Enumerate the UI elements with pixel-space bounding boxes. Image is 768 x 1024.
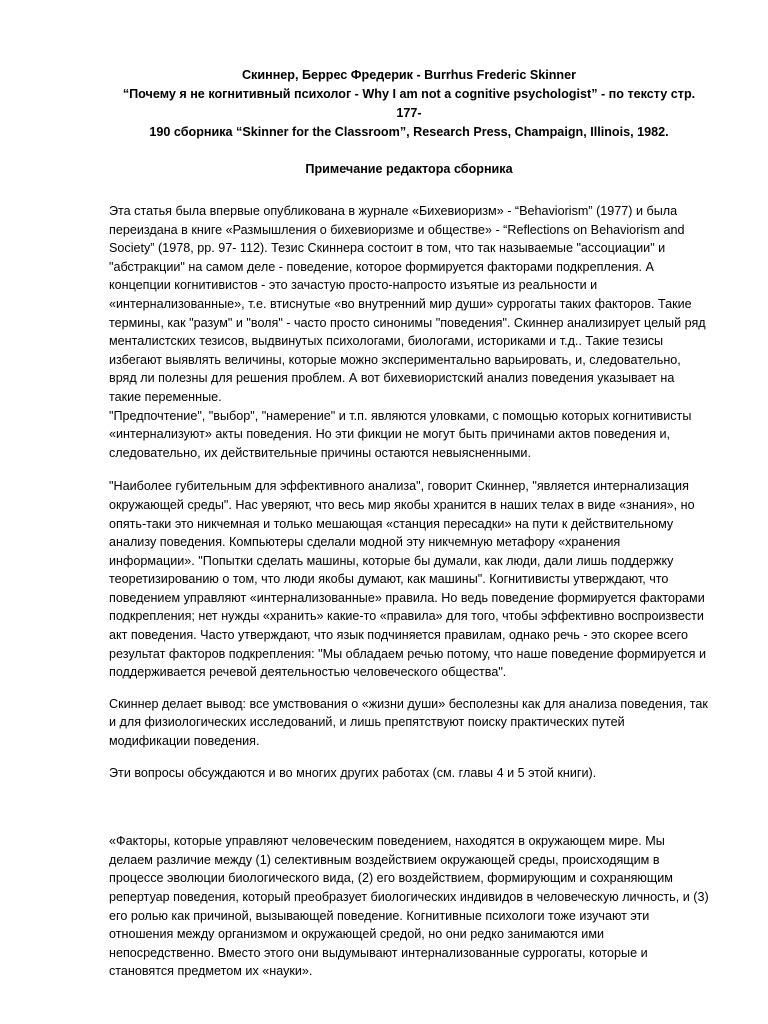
header-title-line: Скиннер, Беррес Фредерик - Burrhus Frederic Skinner (241, 68, 577, 82)
paragraph-quote: «Факторы, которые управляют человеческим поведением, находятся в окружающем мире. Мы делаем различие между (1) селективным воздействием окружающей среды, происходящим в процессе эволюции биологического вида, (2) его воздействием, формирующим и сохраняющим репертуар поведения, который преобразует биологических индивидов в человеческую личность, и (3) его ролью как причиной, вызывающей поведение. Когнитивные психологи тоже изучают эти отношения между организмом и окружающей средой, но они редко занимаются ими непосредственно. Вместо этого они выдумывают интернализованные суррогаты, которые и становятся предметом их «науки». (109, 834, 709, 979)
paragraph-internalization: "Наиболее губительным для эффективного анализа", говорит Скиннер, "является интернализация окружающей среды". Нас уверяют, что весь мир якобы хранится в наших телах в виде «знания», но опять-таки это никчемная и только мешающая «станция пересадки» на пути к действительному анализу поведения. Компьютеры сделали модной эту никчемную метафору «хранения информации». "Попытки сделать машины, которые бы думали, как люди, дали лишь поддержку теоретизированию о том, что люди якобы думают, как машины". Когнитивисты утверждают, что поведением управляют «интернализованные» правила. Но ведь поведение формируется факторами подкрепления; нет нужды «хранить» какие-то «правила» для того, чтобы эффективно воспроизвести акт поведения. Часто утверждают, что язык подчиняется правилам, однако речь - это скорее всего результат факторов подкрепления: "Мы обладаем речью потому, что наше поведение формируется и поддерживается речевой деятельностью человеческого общества". (109, 479, 707, 680)
header-source-line: 190 сборника “Skinner for the Classroom”, Research Press, Champaign, Illinois, 1982. (149, 125, 669, 139)
editor-note-heading: Примечание редактора сборника (305, 162, 513, 176)
document-body (109, 202, 709, 981)
paragraph-intro: Эта статья была впервые опубликована в журнале «Бихевиоризм» - “Behaviorism” (1977) и была переиздана в книге «Размышления о бихевиоризме и обществе» - “Reflections on Behaviorism and Society” (1978, pp. 97- 112). Тезис Скиннера состоит в том, что так называемые "ассоциации" и "абстракции" на самом деле - поведение, которое формируется факторами подкрепления. А концепции когнитивистов - это зачастую просто-напросто изъятые из реальности и «интернализованные», т.е. втиснутые «во внутренний мир души» суррогаты таких факторов. Такие термины, как "разум" и "воля" - часто просто синонимы "поведения". Скиннер анализирует целый ряд менталистских тезисов, выдвинутых психологами, биологами, историками и т.д.. Такие тезисы избегают выявлять величины, которые можно экспериментально варьировать, и, следовательно, вряд ли полезны для решения проблем. А вот бихевиористский анализ поведения указывает на такие переменные. (109, 204, 706, 404)
document-page (109, 66, 709, 981)
paragraph-conclusion: Скиннер делает вывод: все умствования о «жизни души» бесполезны как для анализа поведения, так и для физиологических исследований, и лишь препятствуют поиску практических путей модификации поведения. (109, 696, 708, 749)
paragraph-preference: "Предпочтение", "выбор", "намерение" и т.п. являются уловками, с помощью которых когнитивисты «интернализуют» акты поведения. Но эти фикции не могут быть причинами актов поведения и, следовательно, их действительные причины остаются невыясненными. (109, 408, 692, 460)
paragraph-other-works: Эти вопросы обсуждаются и во многих других работах (см. главы 4 и 5 этой книги). (109, 765, 597, 780)
header-subtitle-line: “Почему я не когнитивный психолог - Why I am not a cognitive psychologist” - по тексту стр. 177- (122, 87, 696, 120)
document-header (109, 66, 709, 142)
